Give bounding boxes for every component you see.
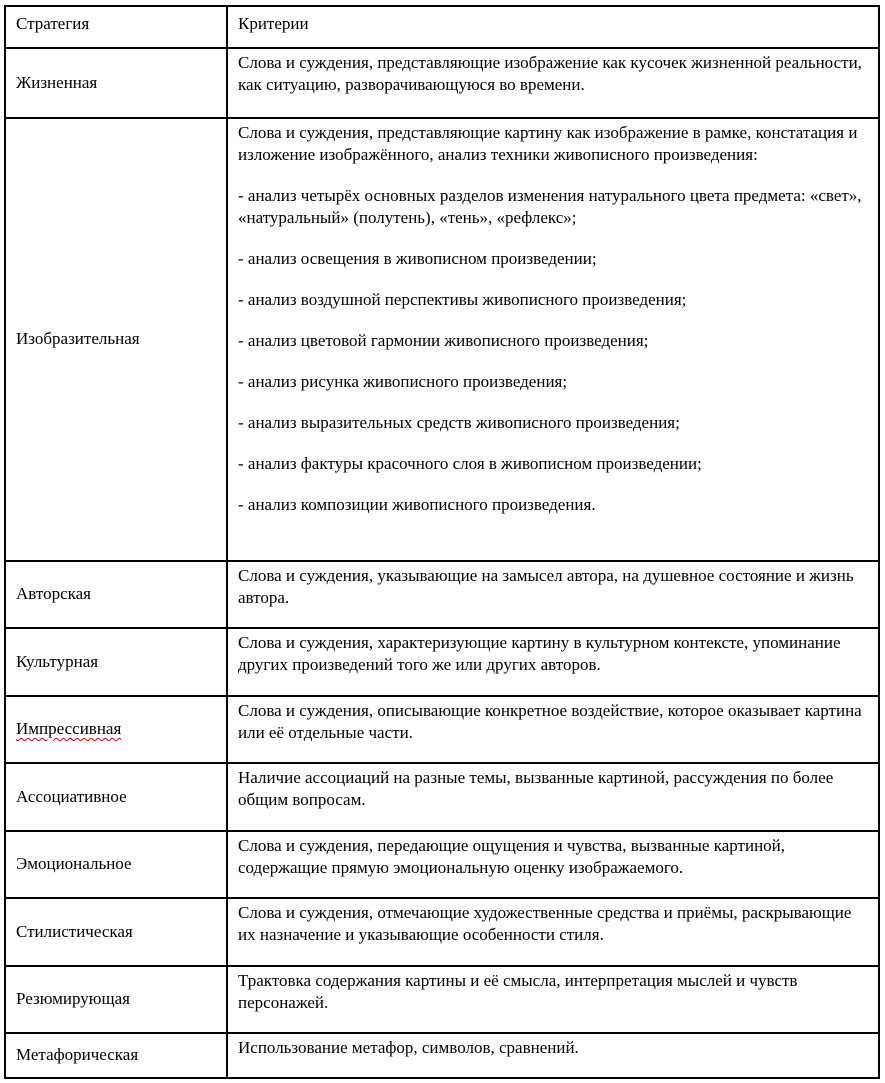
strategy-cell (5, 696, 227, 763)
table-row (5, 1033, 879, 1078)
strategy-cell (5, 48, 227, 118)
criteria-text: Слова и суждения, отмечающие художественные средства и приёмы, раскрывающие их назначение и указывающие особенности стиля. (238, 903, 852, 944)
criteria-cell (227, 561, 879, 628)
strategy-cell (5, 118, 227, 561)
header-strategy: Стратегия (5, 6, 227, 48)
strategy-name: Авторская (16, 584, 91, 603)
table-row (5, 118, 879, 561)
criteria-cell (227, 763, 879, 831)
criteria-list-item: - анализ фактуры красочного слоя в живописном произведении; (238, 454, 702, 473)
criteria-cell (227, 48, 879, 118)
table-row (5, 763, 879, 831)
strategy-cell (5, 831, 227, 898)
table-row (5, 831, 879, 898)
strategy-name: Резюмирующая (16, 989, 130, 1008)
table-row (5, 696, 879, 763)
criteria-cell (227, 898, 879, 966)
criteria-text: Слова и суждения, указывающие на замысел автора, на душевное состояние и жизнь автора. (238, 566, 854, 607)
criteria-text: Слова и суждения, передающие ощущения и чувства, вызванные картиной, содержащие прямую эмоциональную оценку изображаемого. (238, 836, 786, 877)
criteria-list-item: - анализ выразительных средств живописного произведения; (238, 413, 680, 432)
strategy-cell (5, 1033, 227, 1078)
criteria-list-item: - анализ четырёх основных разделов изменения натурального цвета предмета: «свет», «натуральный» (полутень), «тень», «рефлекс»; (238, 186, 862, 227)
criteria-list-item: - анализ цветовой гармонии живописного произведения; (238, 331, 649, 350)
strategy-name: Метафорическая (16, 1045, 139, 1064)
strategy-name: Жизненная (16, 72, 98, 92)
table-header-row (5, 6, 879, 48)
criteria-cell (227, 1033, 879, 1078)
criteria-text: Трактовка содержания картины и её смысла, интерпретация мыслей и чувств персонажей. (238, 971, 798, 1012)
header-criteria: Критерии (227, 6, 879, 48)
strategy-cell (5, 898, 227, 966)
criteria-cell (227, 831, 879, 898)
strategy-name: Импрессивная (16, 719, 122, 738)
table-row (5, 898, 879, 966)
criteria-text: Наличие ассоциаций на разные темы, вызванные картиной, рассуждения по более общим вопросам. (238, 768, 834, 809)
strategy-cell (5, 966, 227, 1033)
strategy-name: Эмоциональное (16, 854, 132, 873)
criteria-list-item: - анализ композиции живописного произведения. (238, 495, 596, 514)
criteria-list-item: - анализ освещения в живописном произведении; (238, 249, 597, 268)
table-row (5, 966, 879, 1033)
criteria-text: Слова и суждения, представляющие картину как изображение в рамке, констатация и изложение изображённого, анализ техники живописного произведения: (238, 123, 858, 164)
criteria-text: Слова и суждения, представляющие изображение как кусочек жизненной реальности, как ситуацию, разворачивающуюся во времени. (238, 53, 862, 94)
table-row (5, 48, 879, 118)
criteria-list-item: - анализ рисунка живописного произведения; (238, 372, 568, 391)
criteria-cell (227, 966, 879, 1033)
strategy-name: Культурная (16, 651, 99, 671)
criteria-text: Слова и суждения, характеризующие картину в культурном контексте, упоминание других произведений того же или других авторов. (238, 633, 841, 674)
table-row (5, 628, 879, 696)
criteria-text: Слова и суждения, описывающие конкретное воздействие, которое оказывает картина или её отдельные части. (238, 701, 862, 742)
criteria-cell (227, 118, 879, 561)
criteria-list-item: - анализ воздушной перспективы живописного произведения; (238, 290, 687, 309)
strategy-criteria-table (4, 5, 880, 1079)
criteria-text: Использование метафор, символов, сравнений. (238, 1038, 579, 1057)
strategy-cell (5, 763, 227, 831)
strategy-name: Ассоциативное (16, 786, 127, 806)
criteria-cell (227, 628, 879, 696)
strategy-name: Стилистическая (16, 921, 133, 941)
strategy-cell (5, 628, 227, 696)
strategy-cell (5, 561, 227, 628)
criteria-cell (227, 696, 879, 763)
table-row (5, 561, 879, 628)
strategy-name: Изобразительная (16, 329, 140, 348)
